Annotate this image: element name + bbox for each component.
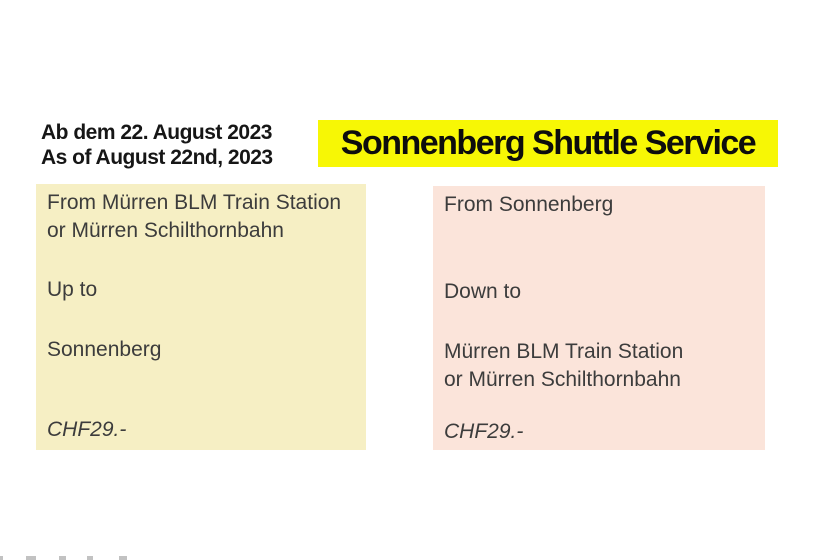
price-label: CHF29.- [444,420,524,443]
clipped-bottom-text [0,554,140,560]
clipped-glyph-fragment [119,556,127,560]
clipped-glyph-fragment [87,556,93,560]
route-card-uphill [36,184,366,450]
clipped-glyph-fragment [26,556,36,560]
destination-line-1: Sonnenberg [47,338,162,361]
origin-line-2: or Mürren Schilthornbahn [47,219,284,242]
page-title: Sonnenberg Shuttle Service [340,124,756,162]
effective-date-block [41,120,273,170]
clipped-glyph-fragment [59,556,66,560]
origin-line-1: From Mürren BLM Train Station [47,191,342,214]
origin-line-1: From Sonnenberg [444,193,614,216]
route-card-downhill [433,186,765,450]
clipped-glyph-fragment [0,556,3,560]
price-label: CHF29.- [47,418,127,441]
destination-line-1: Mürren BLM Train Station [444,340,684,363]
destination-line-2: or Mürren Schilthornbahn [444,368,681,391]
direction-label: Up to [47,278,98,301]
title-highlight-bar [318,120,778,167]
effective-date-german: Ab dem 22. August 2023 [41,121,272,144]
effective-date-english: As of August 22nd, 2023 [41,146,273,169]
direction-label: Down to [444,280,522,303]
